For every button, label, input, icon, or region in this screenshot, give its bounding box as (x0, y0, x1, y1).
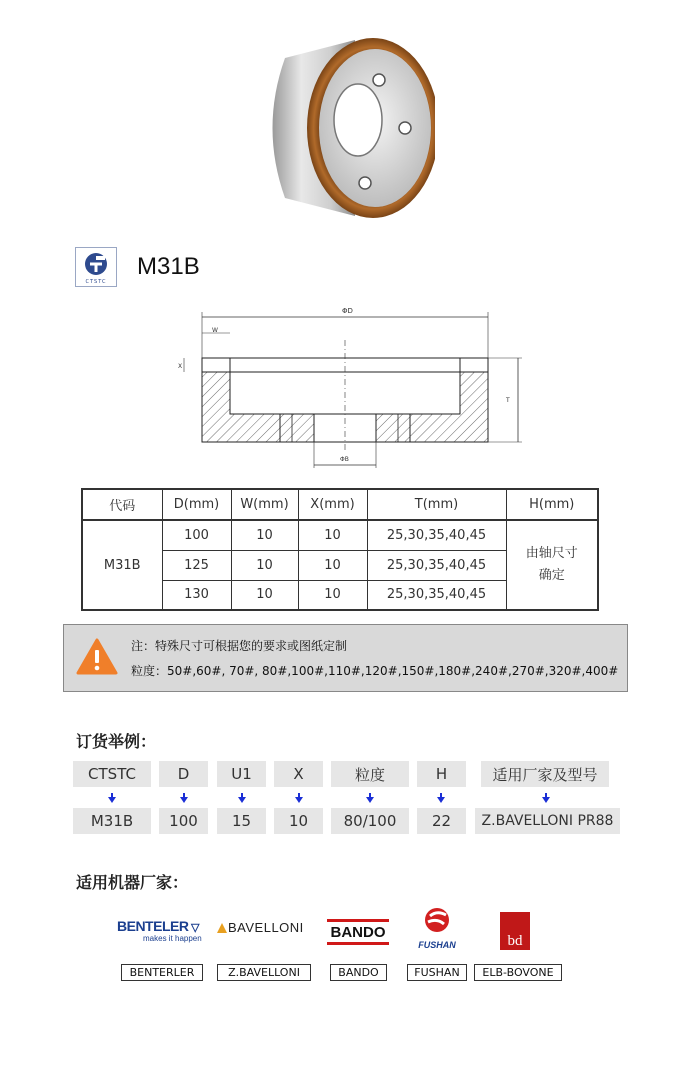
fushan-logo (410, 906, 464, 954)
fushan-logo-text: FUSHAN (418, 940, 456, 950)
down-arrow-icon (542, 793, 550, 803)
down-arrow-icon (437, 793, 445, 803)
cell-x: 10 (298, 550, 367, 580)
order-header-x: X (274, 761, 323, 787)
cell-d: 100 (162, 520, 231, 550)
order-value-maker: Z.BAVELLONI PR88 (475, 808, 620, 834)
cell-t: 25,30,35,40,45 (367, 550, 506, 580)
dim-t-label: T (506, 397, 510, 404)
cell-x: 10 (298, 520, 367, 550)
down-arrow-icon (108, 793, 116, 803)
cell-d: 130 (162, 580, 231, 610)
note-grit: 粒度：50#,60#, 70#, 80#,100#,110#,120#,150#,180#,240#,270#,320#,400# (131, 664, 619, 678)
order-value-d: 100 (159, 808, 208, 834)
cell-w: 10 (231, 550, 298, 580)
order-value-h: 22 (417, 808, 466, 834)
product-header (75, 246, 200, 288)
order-header-grit: 粒度 (331, 761, 409, 787)
brand-label-elb-bovone: ELB-BOVONE (474, 964, 562, 981)
technical-drawing (170, 300, 540, 475)
order-example-title: 订货举例： (76, 732, 157, 751)
dim-d-label: ΦD (342, 307, 353, 315)
h-note-cell: 由轴尺寸确定 (506, 520, 598, 610)
order-header-u1: U1 (217, 761, 266, 787)
brand-label-fushan: FUSHAN (407, 964, 467, 981)
note-custom-size: 注：特殊尺寸可根据您的要求或图纸定制 (131, 639, 348, 653)
fushan-mark-icon (410, 906, 464, 936)
order-header-h: H (417, 761, 466, 787)
elb-bovone-logo-text: bd (507, 933, 523, 949)
order-header-ctstc: CTSTC (73, 761, 151, 787)
order-arrows (0, 793, 693, 803)
manufacturers-title: 适用机器厂家： (76, 873, 189, 892)
header-h: H(mm) (506, 489, 598, 520)
down-arrow-icon (295, 793, 303, 803)
brand-label-benteler: BENTERLER (121, 964, 203, 981)
order-value-grit: 80/100 (331, 808, 409, 834)
benteler-logo: BENTELER ▽ makes it happen (117, 910, 207, 952)
order-header-row (0, 761, 693, 787)
diamond-cup-wheel-image (255, 28, 435, 228)
dim-b-label: ΦB (340, 456, 349, 463)
logo-text: CTSTC (85, 279, 107, 285)
elb-bovone-logo (500, 912, 532, 954)
cell-d: 125 (162, 550, 231, 580)
bavelloni-logo (217, 910, 313, 952)
note-box (63, 624, 628, 692)
header-x: X(mm) (298, 489, 367, 520)
dim-w-label: W (212, 327, 218, 334)
cell-w: 10 (231, 580, 298, 610)
header-t: T(mm) (367, 489, 506, 520)
cell-x: 10 (298, 580, 367, 610)
table-row (82, 520, 598, 550)
ctstc-logo (75, 247, 117, 287)
bavelloni-logo-text: BAVELLONI (228, 920, 304, 935)
header-code: 代码 (82, 489, 162, 520)
warning-icon (76, 638, 118, 676)
benteler-logo-text: BENTELER (117, 918, 189, 934)
bando-logo-text: BANDO (330, 923, 386, 941)
down-arrow-icon (366, 793, 374, 803)
header-w: W(mm) (231, 489, 298, 520)
cell-t: 25,30,35,40,45 (367, 580, 506, 610)
dim-x-label: X (178, 363, 183, 370)
model-title: M31B (137, 253, 200, 280)
brand-label-bando: BANDO (330, 964, 387, 981)
code-cell: M31B (82, 520, 162, 610)
bando-logo (327, 910, 389, 952)
benteler-tagline: makes it happen (143, 934, 202, 943)
order-value-ctstc: M31B (73, 808, 151, 834)
order-value-row (0, 808, 693, 834)
header-d: D(mm) (162, 489, 231, 520)
brand-label-bavelloni: Z.BAVELLONI (217, 964, 311, 981)
order-header-maker: 适用厂家及型号 (481, 761, 609, 787)
down-arrow-icon (180, 793, 188, 803)
order-header-d: D (159, 761, 208, 787)
spec-table (81, 488, 599, 611)
order-value-x: 10 (274, 808, 323, 834)
cell-w: 10 (231, 520, 298, 550)
order-value-u1: 15 (217, 808, 266, 834)
down-arrow-icon (238, 793, 246, 803)
cell-t: 25,30,35,40,45 (367, 520, 506, 550)
bavelloni-mark-icon (217, 923, 227, 933)
table-header-row (82, 489, 598, 520)
